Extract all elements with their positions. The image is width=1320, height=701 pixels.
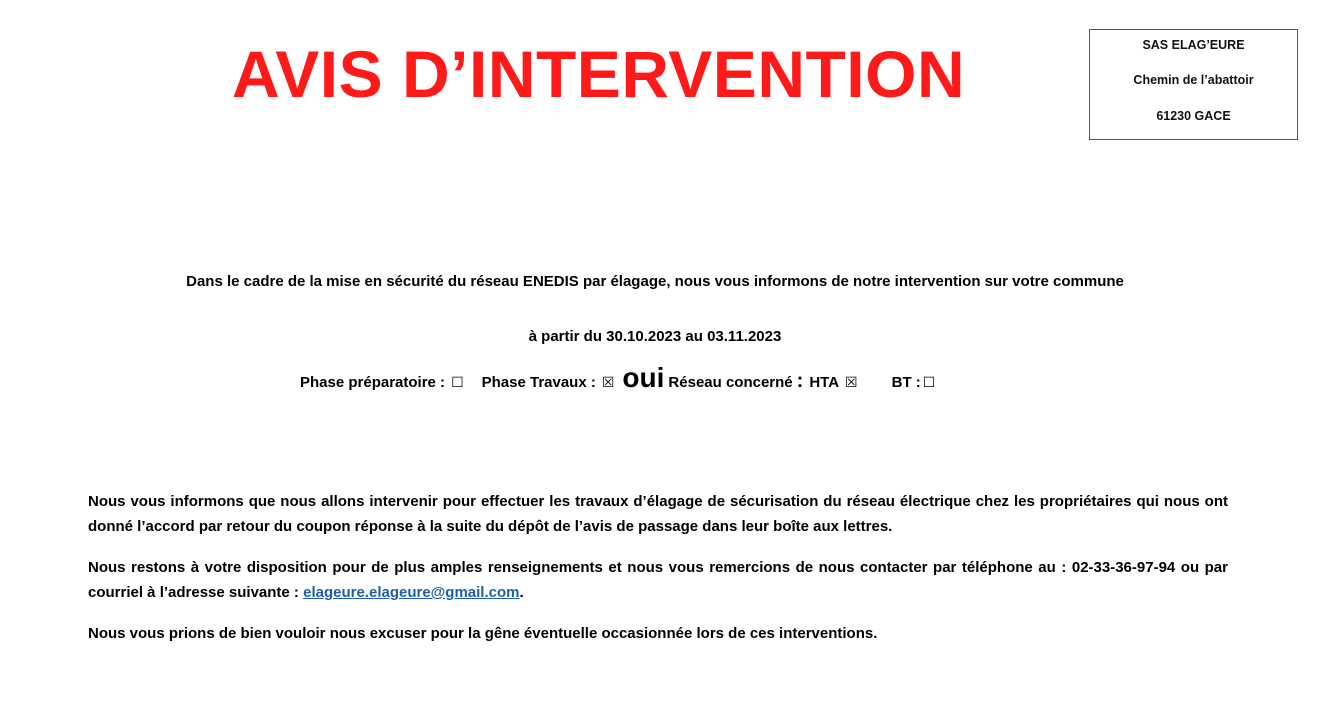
bt-checkbox[interactable]: ☐: [922, 375, 936, 391]
phase-row: [300, 362, 935, 396]
address-box: [1089, 29, 1298, 140]
address-street: Chemin de l’abattoir: [1133, 73, 1254, 87]
address-company: SAS ELAG’EURE: [1142, 38, 1245, 52]
contact-end: .: [519, 584, 524, 601]
works-phase-label: Phase Travaux :: [481, 374, 596, 391]
hta-label: HTA: [809, 374, 840, 391]
preparatory-phase-checkbox[interactable]: ☐: [451, 375, 464, 391]
page-title: AVIS D’INTERVENTION: [232, 37, 966, 111]
intervention-dates: à partir du 30.10.2023 au 03.11.2023: [528, 328, 782, 345]
email-link[interactable]: elageure.elageure@gmail.com: [303, 584, 520, 601]
works-phase-answer: oui: [622, 362, 665, 393]
hta-checkbox[interactable]: ☒: [845, 375, 858, 391]
preparatory-phase-label: Phase préparatoire :: [300, 374, 446, 391]
intro-text: Dans le cadre de la mise en sécurité du réseau ENEDIS par élagage, nous vous informons de notre intervention sur votre commune: [186, 273, 1124, 290]
contact-text: Nous restons à votre disposition pour de plus amples renseignements et nous vous remercions de nous contacter par téléphone au : 02-33-36-97-94 ou par courriel à l’adresse suivante :: [88, 559, 1228, 601]
address-city: 61230 GACE: [1156, 109, 1231, 123]
paragraph-intervention: Nous vous informons que nous allons intervenir pour effectuer les travaux d’élagage de sécurisation du réseau électrique chez les propriétaires qui nous ont donné l’accord par retour du coupon réponse à la suite du dépôt de l’avis de passage dans leur boîte aux lettres.: [88, 493, 1228, 535]
works-phase-checkbox[interactable]: ☒: [601, 375, 615, 391]
bt-label: BT :: [891, 374, 921, 391]
network-label: Réseau concerné: [668, 374, 793, 391]
paragraph-contact: [88, 555, 1228, 605]
network-colon: :: [796, 370, 804, 392]
paragraph-apology: Nous vous prions de bien vouloir nous excuser pour la gêne éventuelle occasionnée lors de ces interventions.: [88, 625, 878, 642]
